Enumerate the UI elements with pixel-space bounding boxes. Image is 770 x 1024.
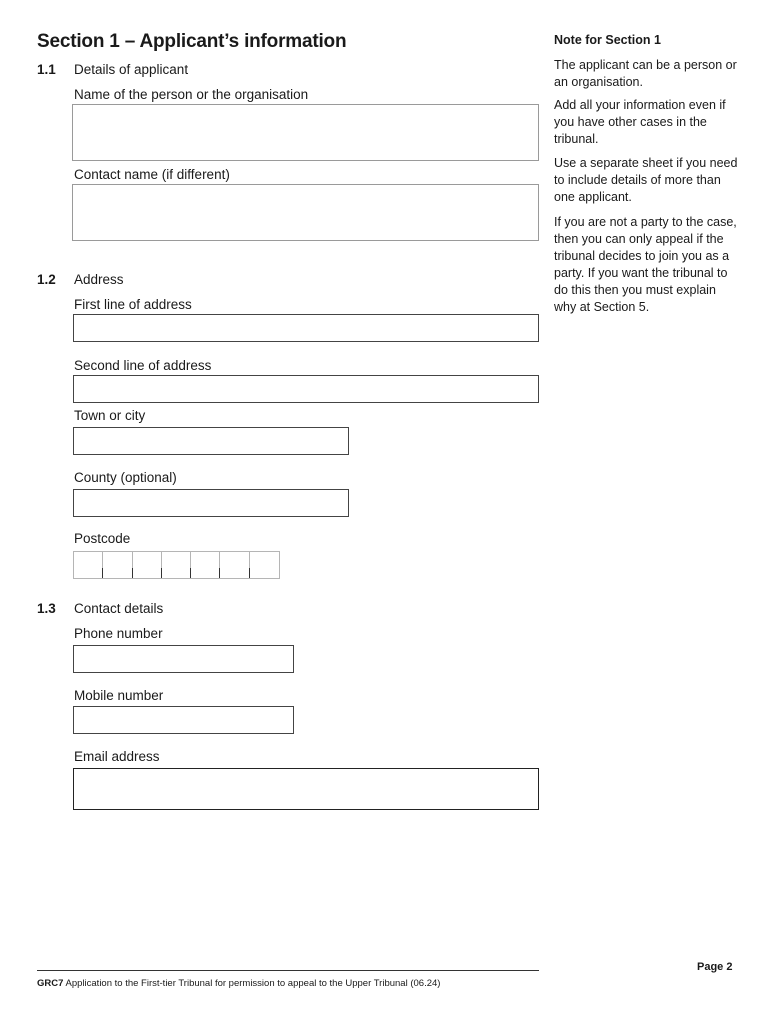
- form-title: Application to the First-tier Tribunal for permission to appeal to the Upper Tribunal (06.24): [63, 978, 441, 989]
- note-paragraph: If you are not a party to the case, then you can only appeal if the tribunal decides to join you as a party. If you want the tribunal to do this then you must explain why at Section 5.: [554, 215, 737, 314]
- page-number: Page 2: [697, 961, 733, 973]
- address-line2-label: Second line of address: [74, 358, 212, 373]
- mobile-field[interactable]: [73, 706, 294, 734]
- question-number-1-2: 1.2: [37, 272, 56, 287]
- postcode-cell[interactable]: [220, 552, 249, 578]
- email-field[interactable]: [73, 768, 539, 810]
- note-paragraph: Add all your information even if you have other cases in the tribunal.: [554, 98, 726, 146]
- note-paragraph: Use a separate sheet if you need to include details of more than one applicant.: [554, 156, 738, 204]
- form-code: GRC7: [37, 978, 64, 989]
- county-field-label: County (optional): [74, 470, 177, 485]
- postcode-cell[interactable]: [103, 552, 132, 578]
- county-field[interactable]: [73, 489, 349, 517]
- postcode-cell[interactable]: [74, 552, 103, 578]
- postcode-cell[interactable]: [191, 552, 220, 578]
- postcode-cell[interactable]: [250, 552, 279, 578]
- footer-text: [37, 978, 440, 989]
- address-line2-field[interactable]: [73, 375, 539, 403]
- mobile-field-label: Mobile number: [74, 688, 164, 703]
- postcode-field-label: Postcode: [74, 531, 131, 546]
- town-field[interactable]: [73, 427, 349, 455]
- address-line1-label: First line of address: [74, 297, 192, 312]
- notes-title: Note for Section 1: [554, 33, 661, 47]
- contact-details-heading: Contact details: [74, 601, 164, 616]
- email-field-label: Email address: [74, 749, 160, 764]
- address-heading: Address: [74, 272, 124, 287]
- contact-name-field-label: Contact name (if different): [74, 167, 230, 182]
- postcode-field[interactable]: [73, 551, 280, 579]
- note-paragraph: The applicant can be a person or an organisation.: [554, 58, 737, 89]
- address-line1-field[interactable]: [73, 314, 539, 342]
- postcode-cell[interactable]: [133, 552, 162, 578]
- question-number-1-1: 1.1: [37, 62, 56, 77]
- question-number-1-3: 1.3: [37, 601, 56, 616]
- name-field-label: Name of the person or the organisation: [74, 87, 309, 102]
- contact-name-field[interactable]: [72, 184, 539, 241]
- postcode-cell[interactable]: [162, 552, 191, 578]
- name-field[interactable]: [72, 104, 539, 161]
- town-field-label: Town or city: [74, 408, 146, 423]
- phone-field[interactable]: [73, 645, 294, 673]
- section-title: Section 1 – Applicant’s information: [37, 31, 347, 52]
- footer-divider: [37, 970, 539, 971]
- phone-field-label: Phone number: [74, 626, 163, 641]
- details-of-applicant-heading: Details of applicant: [74, 62, 189, 77]
